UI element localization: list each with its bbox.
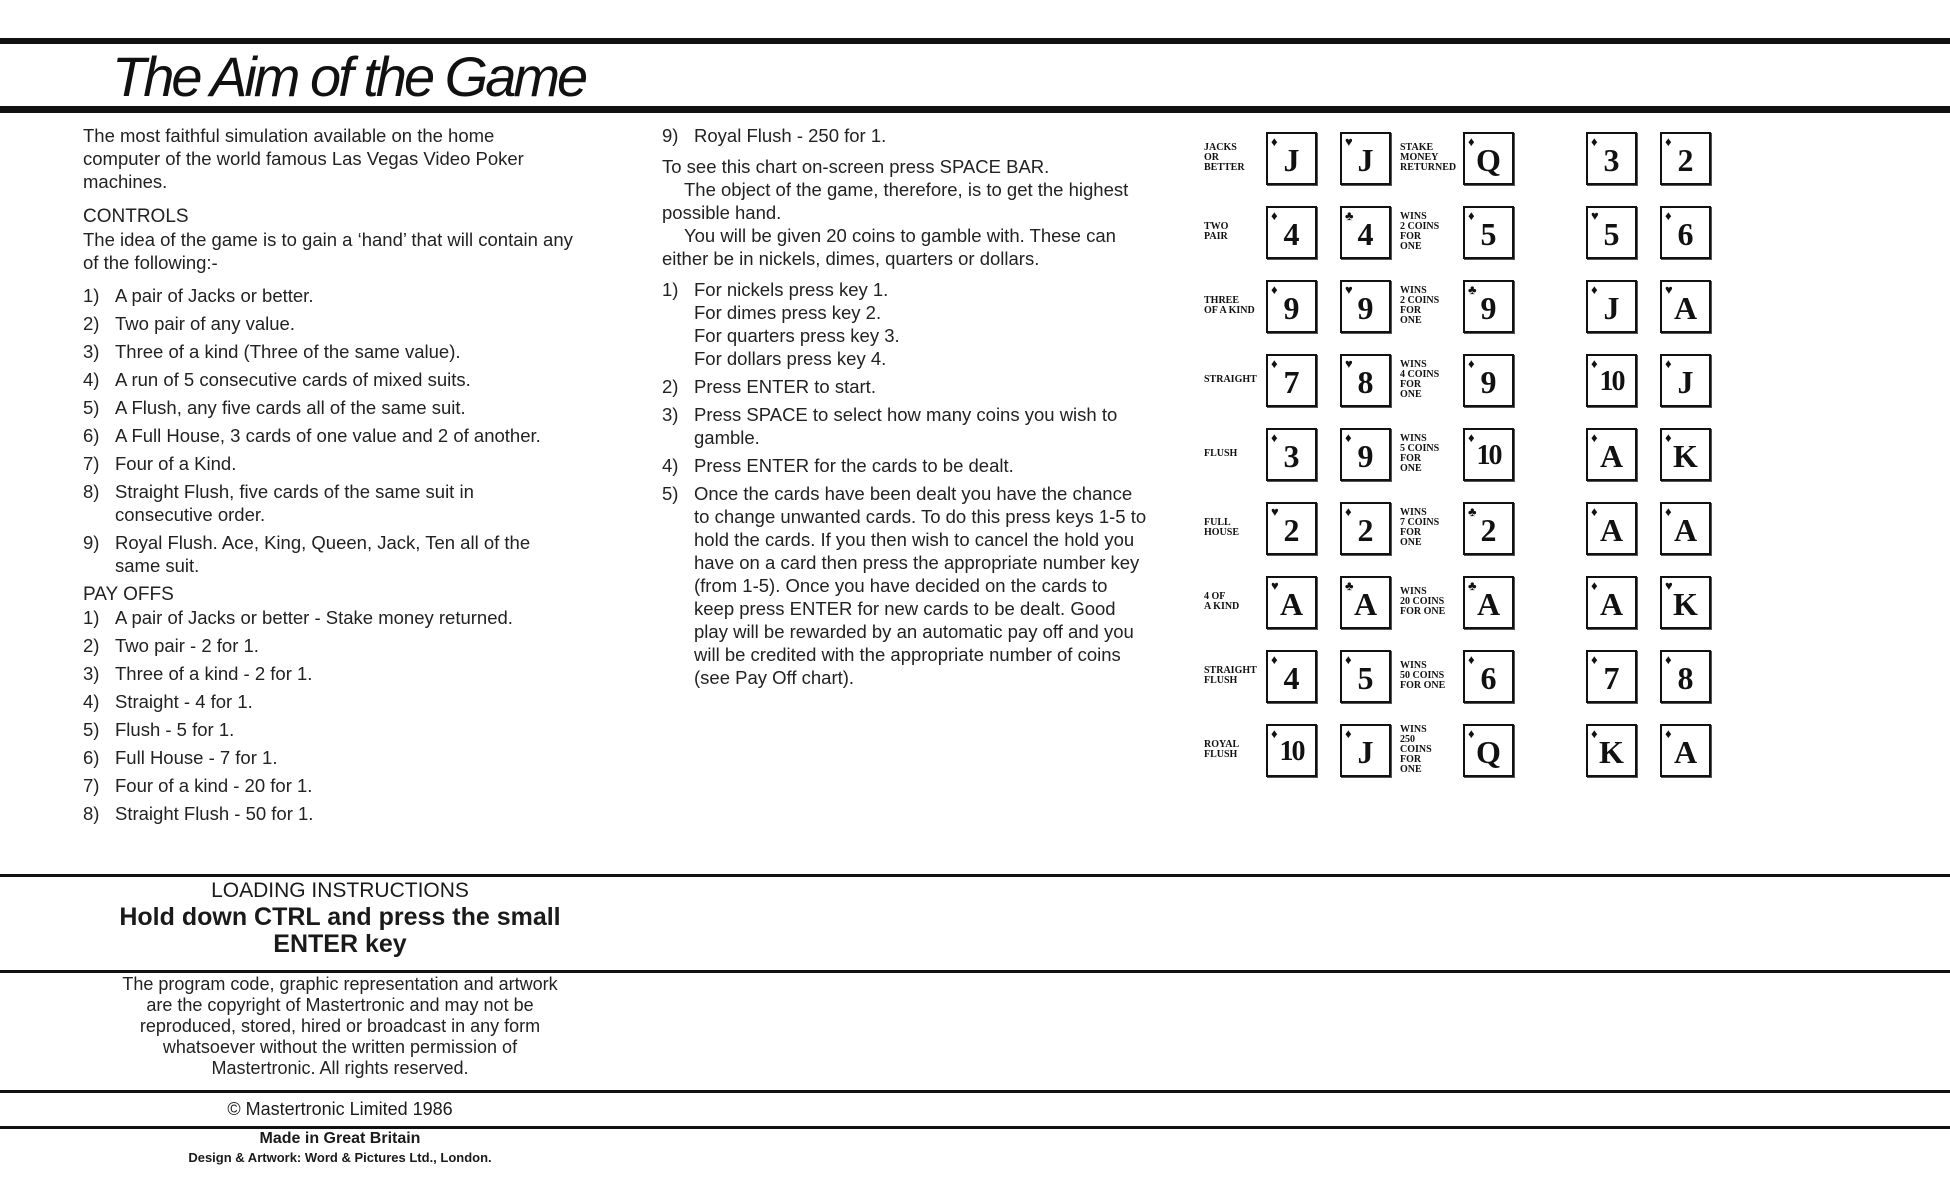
playing-card xyxy=(1266,502,1317,555)
suit-icon: ♦ xyxy=(1591,652,1598,667)
wins-label: WINS 5 COINS FOR ONE xyxy=(1400,433,1440,474)
hand-label: JACKS OR BETTER xyxy=(1204,142,1245,173)
suit-icon: ♦ xyxy=(1271,208,1278,223)
card-rank: 8 xyxy=(1677,660,1694,696)
playing-card xyxy=(1586,206,1637,259)
hand-label: FULL HOUSE xyxy=(1204,517,1240,538)
suit-icon: ♦ xyxy=(1591,726,1598,741)
suit-icon: ♦ xyxy=(1345,430,1352,445)
playing-card xyxy=(1660,280,1711,333)
copyright-limited: © Mastertronic Limited 1986 xyxy=(227,1099,453,1119)
copyright-notice: The program code, graphic representation and artwork are the copyright of Mastertronic and may not be reproduced, stored, hired or broadcast in any form whatsoever without the written permission of Mastertronic. All rights reserved. xyxy=(122,974,558,1078)
playing-card xyxy=(1266,206,1317,259)
playing-card xyxy=(1340,502,1391,555)
card-rank: 6 xyxy=(1677,216,1694,252)
suit-icon: ♦ xyxy=(1468,134,1475,149)
playing-card xyxy=(1340,724,1391,777)
suit-icon: ♦ xyxy=(1271,282,1278,297)
list-item: 3) Three of a kind (Three of the same value). xyxy=(83,341,461,362)
playing-card xyxy=(1266,724,1317,777)
card-rank: K xyxy=(1599,734,1624,770)
page-title: The Aim of the Game xyxy=(112,45,586,108)
card-rank: 10 xyxy=(1476,440,1501,471)
wins-label: WINS 2 COINS FOR ONE xyxy=(1400,211,1440,252)
playing-card xyxy=(1463,280,1514,333)
card-rank: 9 xyxy=(1480,364,1497,400)
hand-label: 4 OF A KIND xyxy=(1204,591,1240,612)
playing-card xyxy=(1340,132,1391,185)
playing-card xyxy=(1586,428,1637,481)
card-rank: J xyxy=(1283,142,1300,178)
card-rank: 4 xyxy=(1357,216,1374,252)
payoff-row xyxy=(1200,720,1760,780)
card-rank: A xyxy=(1673,512,1698,548)
steps-list xyxy=(662,278,1152,689)
suit-icon: ♥ xyxy=(1271,578,1279,593)
playing-card xyxy=(1340,428,1391,481)
playing-card xyxy=(1463,650,1514,703)
card-rank: K xyxy=(1673,586,1698,622)
suit-icon: ♦ xyxy=(1665,430,1672,445)
middle-column xyxy=(662,124,1152,694)
card-rank: 7 xyxy=(1283,364,1300,400)
payoffs-heading: PAY OFFS xyxy=(83,584,174,605)
card-rank: 4 xyxy=(1283,660,1300,696)
payoff-row xyxy=(1200,202,1760,262)
playing-card xyxy=(1586,280,1637,333)
list-item: 9) Royal Flush - 250 for 1. xyxy=(662,125,887,146)
suit-icon: ♦ xyxy=(1591,134,1598,149)
playing-card xyxy=(1340,576,1391,629)
playing-card xyxy=(1660,354,1711,407)
hand-label: THREE OF A KIND xyxy=(1204,295,1255,316)
list-item: 7) Four of a kind - 20 for 1. xyxy=(83,775,313,796)
playing-card xyxy=(1266,354,1317,407)
playing-card xyxy=(1586,650,1637,703)
suit-icon: ♥ xyxy=(1665,282,1673,297)
playing-card xyxy=(1463,576,1514,629)
loading-instructions xyxy=(40,878,640,958)
playing-card xyxy=(1586,724,1637,777)
suit-icon: ♣ xyxy=(1345,578,1354,593)
playing-card xyxy=(1463,502,1514,555)
hand-label: ROYAL FLUSH xyxy=(1204,739,1240,760)
suit-icon: ♦ xyxy=(1591,578,1598,593)
payoff-row xyxy=(1200,276,1760,336)
list-item: 2) Two pair - 2 for 1. xyxy=(83,635,259,656)
suit-icon: ♥ xyxy=(1345,134,1353,149)
card-rank: J xyxy=(1603,290,1620,326)
payoff-row xyxy=(1200,646,1760,706)
playing-card xyxy=(1586,576,1637,629)
card-rank: A xyxy=(1599,512,1624,548)
playing-card xyxy=(1266,428,1317,481)
suit-icon: ♦ xyxy=(1665,726,1672,741)
playing-card xyxy=(1266,280,1317,333)
wins-label: WINS 50 COINS FOR ONE xyxy=(1400,660,1446,691)
card-rank: Q xyxy=(1476,734,1501,770)
list-item: 1) For nickels press key 1. For dimes press key 2. For quarters press key 3. For dollars press key 4. xyxy=(662,279,900,369)
card-rank: A xyxy=(1673,290,1698,326)
suit-icon: ♦ xyxy=(1345,504,1352,519)
hand-label: STRAIGHT xyxy=(1204,374,1257,385)
suit-icon: ♦ xyxy=(1665,208,1672,223)
card-rank: A xyxy=(1353,586,1378,622)
payoff-row xyxy=(1200,498,1760,558)
card-rank: J xyxy=(1677,364,1694,400)
hand-label: TWO PAIR xyxy=(1204,221,1229,242)
playing-card xyxy=(1463,206,1514,259)
list-item: 9) Royal Flush. Ace, King, Queen, Jack, Ten all of the same suit. xyxy=(83,532,531,576)
suit-icon: ♥ xyxy=(1665,578,1673,593)
playing-card xyxy=(1463,132,1514,185)
card-rank: 4 xyxy=(1283,216,1300,252)
suit-icon: ♣ xyxy=(1468,578,1477,593)
playing-card xyxy=(1660,206,1711,259)
playing-card xyxy=(1586,354,1637,407)
playing-card xyxy=(1463,724,1514,777)
payoff-row xyxy=(1200,350,1760,410)
card-rank: 7 xyxy=(1603,660,1620,696)
card-rank: 2 xyxy=(1677,142,1694,178)
list-item: 4) Press ENTER for the cards to be dealt. xyxy=(662,455,1014,476)
suit-icon: ♦ xyxy=(1345,652,1352,667)
card-rank: A xyxy=(1476,586,1501,622)
card-rank: 10 xyxy=(1279,736,1304,767)
list-item: 2) Press ENTER to start. xyxy=(662,376,876,397)
controls-list xyxy=(83,284,573,577)
list-item: 3) Press SPACE to select how many coins you wish to gamble. xyxy=(662,404,1118,448)
card-rank: A xyxy=(1599,438,1624,474)
payoffs-list xyxy=(83,606,573,825)
list-item: 5) Once the cards have been dealt you have the chance to change unwanted cards. To do this press keys 1-5 to hold the cards. If you then wish to cancel the hold you have on a card then press the appropriate number key (from 1-5). Once you have decided on the cards to keep press ENTER for new cards to be dealt. Good play will be rewarded by an automatic pay off and you will be credited with the appropriate number of coins (see Pay Off chart). xyxy=(662,483,1147,688)
hand-label: STRAIGHT FLUSH xyxy=(1204,665,1257,686)
playing-card xyxy=(1266,132,1317,185)
list-item: 5) Flush - 5 for 1. xyxy=(83,719,235,740)
list-item: 6) A Full House, 3 cards of one value and 2 of another. xyxy=(83,425,541,446)
playing-card xyxy=(1340,206,1391,259)
playing-card xyxy=(1586,132,1637,185)
playing-card xyxy=(1340,354,1391,407)
loading-rule-top xyxy=(0,874,1950,877)
list-item: 6) Full House - 7 for 1. xyxy=(83,747,278,768)
suit-icon: ♥ xyxy=(1345,356,1353,371)
list-item: 8) Straight Flush, five cards of the same suit in consecutive order. xyxy=(83,481,474,525)
card-rank: 8 xyxy=(1357,364,1374,400)
card-rank: 9 xyxy=(1283,290,1300,326)
card-rank: 2 xyxy=(1480,512,1497,548)
card-rank: Q xyxy=(1476,142,1501,178)
suit-icon: ♦ xyxy=(1271,356,1278,371)
suit-icon: ♦ xyxy=(1591,356,1598,371)
card-rank: 9 xyxy=(1357,290,1374,326)
wins-label: WINS 4 COINS FOR ONE xyxy=(1400,359,1440,400)
loading-rule-bottom xyxy=(0,970,1950,973)
wins-label: STAKE MONEY RETURNED xyxy=(1400,142,1457,173)
suit-icon: ♥ xyxy=(1271,504,1279,519)
list-item: 8) Straight Flush - 50 for 1. xyxy=(83,803,314,824)
suit-icon: ♦ xyxy=(1665,356,1672,371)
intro-text: The most faithful simulation available on the home computer of the world famous Las Vegas Video Poker machines. xyxy=(83,125,524,192)
list-item: 3) Three of a kind - 2 for 1. xyxy=(83,663,313,684)
suit-icon: ♦ xyxy=(1591,504,1598,519)
list-item: 2) Two pair of any value. xyxy=(83,313,295,334)
card-rank: 5 xyxy=(1480,216,1497,252)
wins-label: WINS 250 COINS FOR ONE xyxy=(1400,724,1432,775)
suit-icon: ♦ xyxy=(1468,430,1475,445)
hand-label: FLUSH xyxy=(1204,448,1238,459)
suit-icon: ♦ xyxy=(1665,652,1672,667)
suit-icon: ♦ xyxy=(1591,282,1598,297)
suit-icon: ♣ xyxy=(1468,282,1477,297)
suit-icon: ♦ xyxy=(1271,430,1278,445)
chart-note: To see this chart on-screen press SPACE BAR. xyxy=(662,156,1050,177)
playing-card xyxy=(1266,650,1317,703)
suit-icon: ♦ xyxy=(1665,134,1672,149)
playing-card xyxy=(1340,280,1391,333)
wins-label: WINS 7 COINS FOR ONE xyxy=(1400,507,1440,548)
card-rank: K xyxy=(1673,438,1698,474)
playing-card xyxy=(1340,650,1391,703)
suit-icon: ♣ xyxy=(1468,504,1477,519)
list-item: 1) A pair of Jacks or better - Stake money returned. xyxy=(83,607,513,628)
card-rank: 6 xyxy=(1480,660,1497,696)
left-column xyxy=(83,124,573,830)
card-rank: A xyxy=(1279,586,1304,622)
playing-card xyxy=(1463,428,1514,481)
suit-icon: ♦ xyxy=(1591,430,1598,445)
playing-card xyxy=(1660,428,1711,481)
suit-icon: ♣ xyxy=(1345,208,1354,223)
list-item: 4) A run of 5 consecutive cards of mixed suits. xyxy=(83,369,471,390)
playing-card xyxy=(1660,650,1711,703)
list-item: 5) A Flush, any five cards all of the same suit. xyxy=(83,397,466,418)
playing-card xyxy=(1660,132,1711,185)
card-rank: A xyxy=(1673,734,1698,770)
loading-line-2: ENTER key xyxy=(273,930,407,958)
playing-card xyxy=(1660,724,1711,777)
suit-icon: ♦ xyxy=(1468,208,1475,223)
list-item: 1) A pair of Jacks or better. xyxy=(83,285,314,306)
suit-icon: ♦ xyxy=(1271,726,1278,741)
playing-card xyxy=(1266,576,1317,629)
card-rank: 9 xyxy=(1480,290,1497,326)
card-rank: 5 xyxy=(1603,216,1620,252)
object-text: The object of the game, therefore, is to get the highest possible hand. xyxy=(662,179,1129,223)
card-rank: 3 xyxy=(1603,142,1620,178)
suit-icon: ♥ xyxy=(1345,282,1353,297)
suit-icon: ♦ xyxy=(1468,356,1475,371)
coins-text: You will be given 20 coins to gamble with. These can either be in nickels, dimes, quarters or dollars. xyxy=(662,225,1116,269)
loading-line-1: Hold down CTRL and press the small xyxy=(119,903,561,931)
playing-card xyxy=(1660,502,1711,555)
suit-icon: ♦ xyxy=(1468,652,1475,667)
payoff-row xyxy=(1200,424,1760,484)
suit-icon: ♦ xyxy=(1271,652,1278,667)
controls-heading: CONTROLS xyxy=(83,206,189,227)
card-rank: A xyxy=(1599,586,1624,622)
list-item: 7) Four of a Kind. xyxy=(83,453,237,474)
design-credit: Design & Artwork: Word & Pictures Ltd., London. xyxy=(188,1150,492,1165)
wins-label: WINS 20 COINS FOR ONE xyxy=(1400,586,1446,617)
card-rank: 3 xyxy=(1283,438,1300,474)
copyright-rule-1 xyxy=(0,1090,1950,1093)
playing-card xyxy=(1463,354,1514,407)
controls-text: The idea of the game is to gain a ‘hand’ that will contain any of the following:- xyxy=(83,229,573,273)
playing-card xyxy=(1660,576,1711,629)
suit-icon: ♦ xyxy=(1271,134,1278,149)
list-item: 4) Straight - 4 for 1. xyxy=(83,691,253,712)
suit-icon: ♥ xyxy=(1591,208,1599,223)
card-rank: 2 xyxy=(1357,512,1374,548)
payoff-row xyxy=(1200,572,1760,632)
card-rank: 5 xyxy=(1357,660,1374,696)
suit-icon: ♦ xyxy=(1468,726,1475,741)
made-in: Made in Great Britain xyxy=(259,1130,421,1147)
wins-label: WINS 2 COINS FOR ONE xyxy=(1400,285,1440,326)
card-rank: 2 xyxy=(1283,512,1300,548)
payoff-row xyxy=(1200,128,1760,188)
card-rank: J xyxy=(1357,142,1374,178)
loading-heading: LOADING INSTRUCTIONS xyxy=(211,879,469,902)
suit-icon: ♦ xyxy=(1665,504,1672,519)
card-rank: 9 xyxy=(1357,438,1374,474)
card-rank: 10 xyxy=(1599,366,1624,397)
card-rank: J xyxy=(1357,734,1374,770)
playing-card xyxy=(1586,502,1637,555)
suit-icon: ♦ xyxy=(1345,726,1352,741)
